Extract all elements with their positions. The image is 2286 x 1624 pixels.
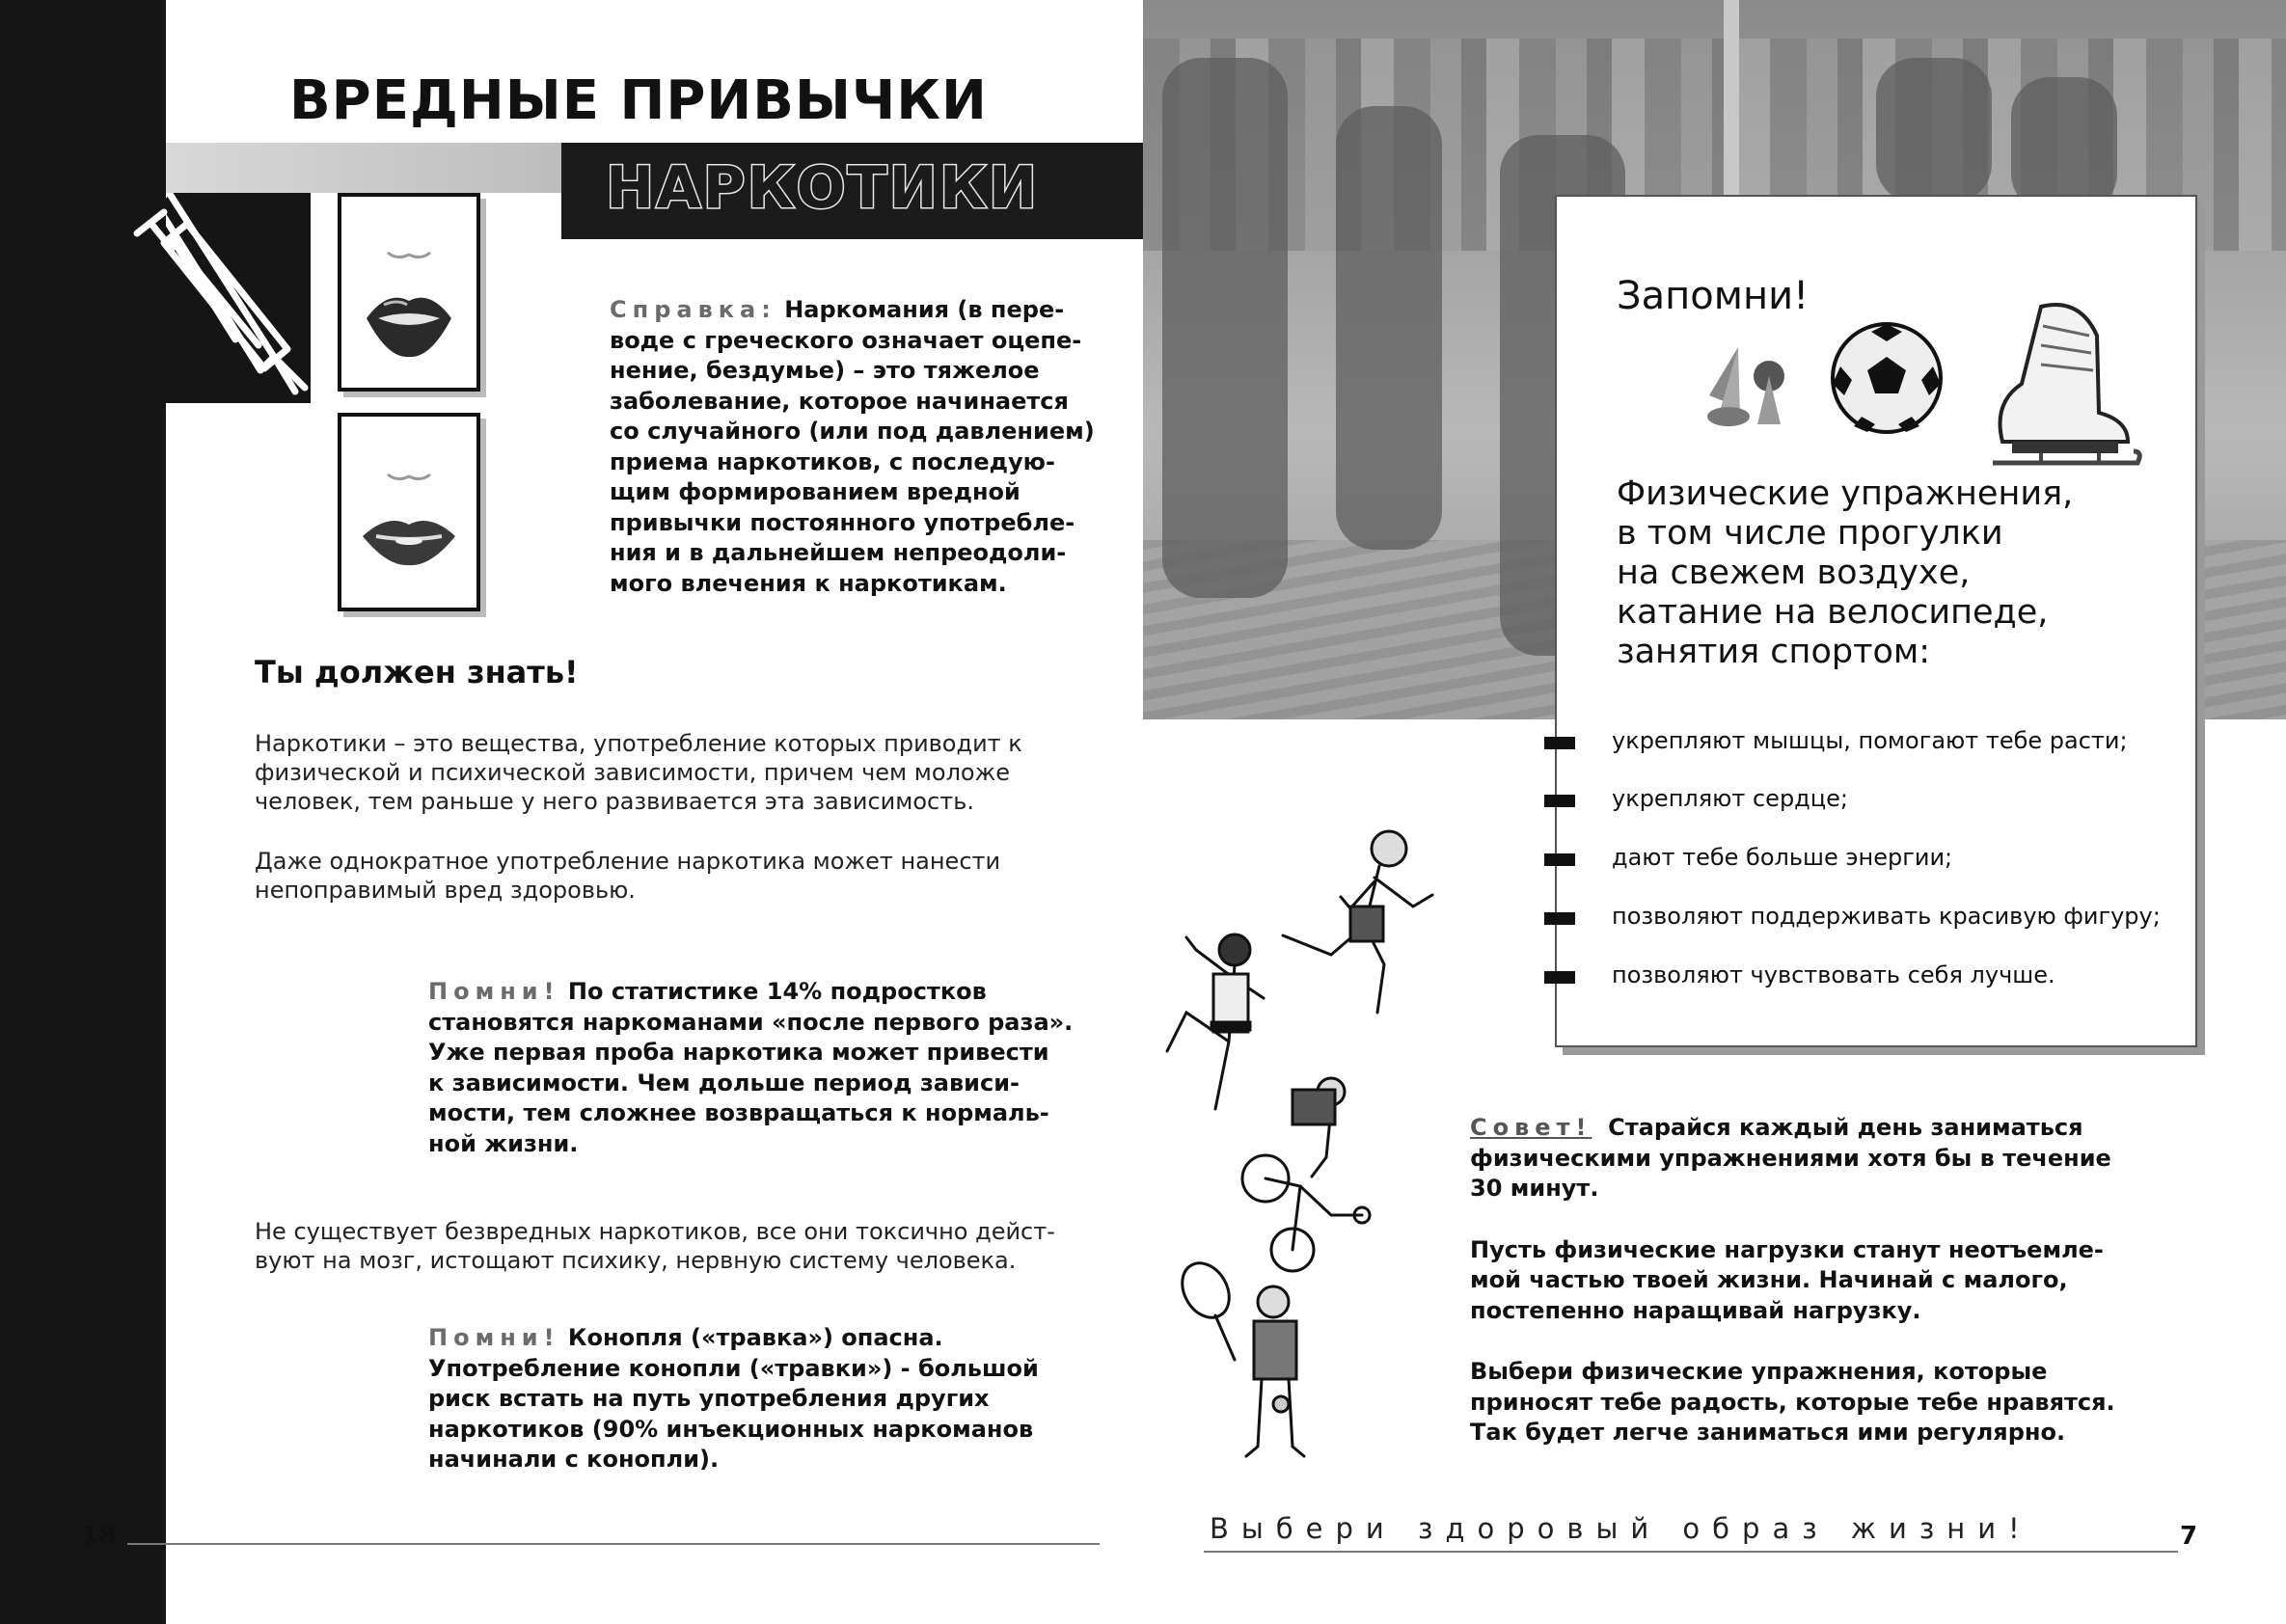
pomni-lead: Помни! [428, 978, 560, 1005]
bullet-marker [1544, 737, 1575, 749]
bullet-marker [1544, 795, 1575, 807]
lips-open-icon [349, 204, 469, 380]
page-number-right: 7 [2180, 1522, 2198, 1551]
syringe-drawing [116, 204, 318, 397]
text-line: наркотиков (90% инъекционных наркоманов [428, 1415, 1034, 1443]
text-line: на свежем воздухе, [1617, 554, 1971, 592]
spravka-line: приема наркотиков, с последую- [610, 447, 1055, 475]
text-line: Конопля («травка») опасна. [567, 1324, 943, 1351]
text-line: По статистике 14% подростков [567, 978, 987, 1005]
spravka-line: со случайного (или под давлением) [610, 418, 1095, 445]
photo-runner [1162, 58, 1288, 598]
benefit-item: укрепляют мышцы, помогают тебе расти; [1612, 727, 2128, 754]
spravka-line: ния и в дальнейшем непреодоли- [610, 539, 1067, 566]
photo-runner [1336, 106, 1442, 550]
text-line: Старайся каждый день заниматься [1608, 1114, 2083, 1141]
soccer-ball-icon [1829, 320, 1945, 436]
text-line: катание на велосипеде, [1617, 593, 2049, 632]
text-line: к зависимости. Чем дольше период зависи- [428, 1069, 1020, 1096]
text-line: становятся наркоманами «после первого раза». [428, 1008, 1074, 1036]
bullet-marker [1544, 853, 1575, 866]
footer-slogan: Выбери здоровый образ жизни! [1210, 1512, 2032, 1545]
text-line: в том числе прогулки [1617, 514, 2003, 553]
pomni-paragraph-2 [428, 1323, 1123, 1475]
text-line: Даже однократное употребление наркотика может нанести [255, 848, 1001, 875]
text-line: человек, тем раньше у него развивается эта зависимость. [255, 788, 974, 815]
text-line: Так будет легче заниматься ими регулярно. [1470, 1419, 2066, 1446]
no-harmless-paragraph [255, 1217, 1123, 1275]
text-line: мой частью твоей жизни. Начинай с малого, [1470, 1266, 2068, 1293]
memo-title: Запомни! [1617, 274, 1810, 318]
advice-paragraph [1470, 1113, 2203, 1448]
badminton-shuttlecock-icon [1680, 328, 1796, 444]
benefit-item: дают тебе больше энергии; [1612, 844, 1953, 871]
spravka-lead: Справка: [610, 296, 776, 323]
text-line: ной жизни. [428, 1129, 579, 1157]
know-paragraph-1 [255, 729, 1103, 816]
footer-rule-right [1204, 1551, 2178, 1553]
text-line: риск встать на путь употребления других [428, 1385, 990, 1412]
photo-runner [2011, 77, 2117, 212]
text-line: 30 минут. [1470, 1175, 1599, 1202]
text-line: приносят тебе радость, которые тебе нравятся. [1470, 1388, 2115, 1416]
text-line: Физические упражнения, [1617, 474, 2074, 513]
ice-skate-icon [1983, 297, 2147, 480]
spravka-line: нение, бездумье) – это тяжелое [610, 357, 1040, 384]
know-heading: Ты должен знать! [255, 654, 579, 690]
benefit-item: позволяют чувствовать себя лучше. [1612, 961, 2055, 988]
sports-cartoons-icon [1157, 820, 1447, 1466]
text-line: занятия спортом: [1617, 633, 1931, 671]
text-line: начинали с конопли). [428, 1446, 720, 1473]
spravka-line: щим формированием вредной [610, 478, 1021, 505]
pomni-lead: Помни! [428, 1324, 560, 1351]
text-line: Не существует безвредных наркотиков, все они токсично дейст- [255, 1218, 1055, 1245]
text-line: Употребление конопли («травки») - большой [428, 1354, 1039, 1382]
memo-paragraph [1617, 474, 2073, 672]
bullet-marker [1544, 971, 1575, 984]
photo-runner [1876, 58, 1992, 203]
text-line: постепенно наращивай нагрузку. [1470, 1296, 1921, 1324]
spravka-line: Наркомания (в пере- [784, 296, 1065, 323]
benefit-item: укрепляют сердце; [1612, 785, 1848, 812]
section-subtitle: НАРКОТИКИ [606, 154, 1040, 222]
spravka-line: мого влечения к наркотикам. [610, 569, 1007, 597]
footer-rule-left [127, 1543, 1100, 1545]
text-line: Уже первая проба наркотика может привести [428, 1039, 1049, 1066]
text-line: Наркотики – это вещества, употребление которых приводит к [255, 730, 1022, 757]
text-line: мости, тем сложнее возвращаться к нормаль- [428, 1099, 1049, 1126]
spravka-line: привычки постоянного употребле- [610, 508, 1075, 536]
bullet-marker [1544, 912, 1575, 925]
spravka-paragraph [610, 295, 1111, 599]
text-line: физическими упражнениями хотя бы в течение [1470, 1144, 2111, 1172]
text-line: физической и психической зависимости, причем чем моложе [255, 759, 1010, 786]
spravka-line: заболевание, которое начинается [610, 387, 1069, 415]
spravka-line: воде с греческого означает оцепе- [610, 326, 1082, 354]
lips-image-open [338, 193, 480, 392]
advice-lead: Совет! [1470, 1114, 1592, 1141]
text-line: непоправимый вред здоровью. [255, 877, 636, 904]
benefit-item: позволяют поддерживать красивую фигуру; [1612, 903, 2161, 930]
text-line: Выбери физические упражнения, которые [1470, 1358, 2048, 1385]
header-band-gradient [166, 143, 561, 193]
pomni-paragraph-1 [428, 977, 1123, 1159]
lips-image-bite [338, 413, 480, 611]
text-line: Пусть физические нагрузки станут неотъемле- [1470, 1235, 2104, 1263]
page-title: ВРЕДНЫЕ ПРИВЫЧКИ [289, 69, 988, 132]
lips-bite-icon [349, 424, 469, 600]
page-number-left: 18 [81, 1522, 117, 1551]
text-line: вуют на мозг, истощают психику, нервную систему человека. [255, 1247, 1017, 1274]
know-paragraph-2 [255, 847, 1103, 905]
